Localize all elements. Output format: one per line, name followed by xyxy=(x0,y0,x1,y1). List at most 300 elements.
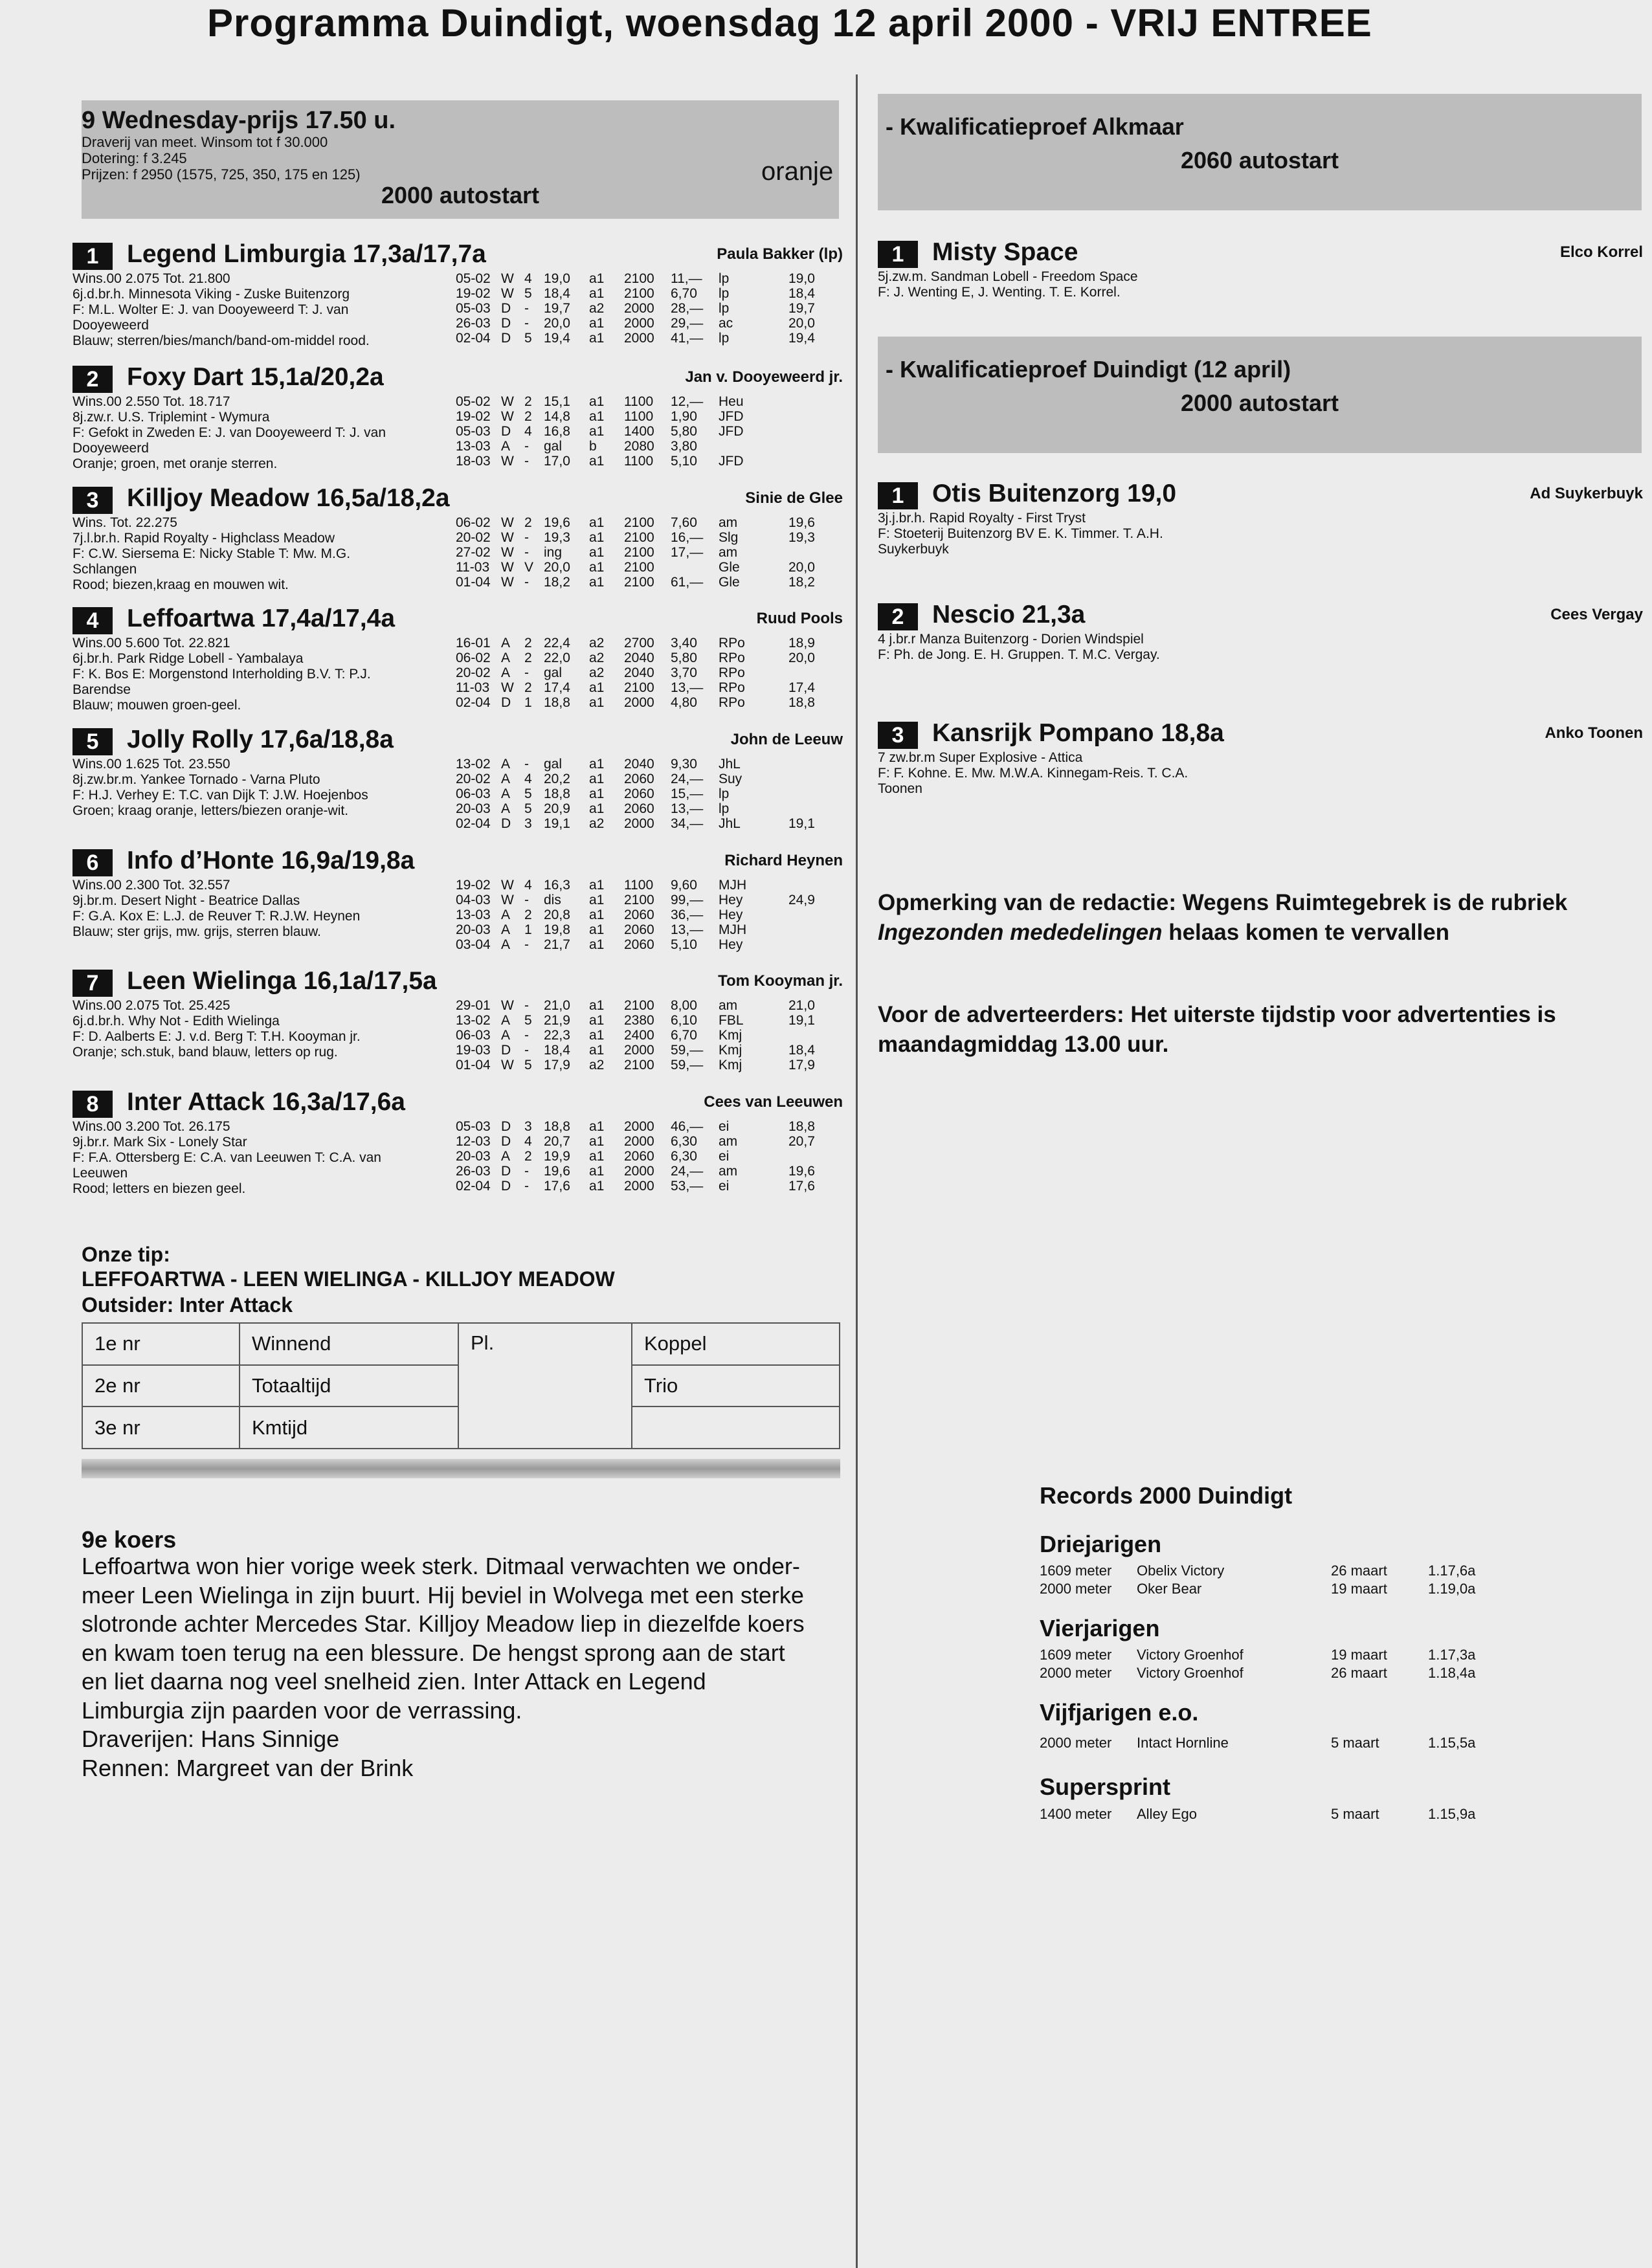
form-cell: 6,30 xyxy=(671,1134,697,1149)
form-cell: 14,8 xyxy=(544,409,570,424)
form-cell: 17,6 xyxy=(788,1179,815,1194)
form-cell: b xyxy=(589,439,597,454)
editorial-note-rest: helaas komen te vervallen xyxy=(1162,920,1450,945)
form-cell: 19,1 xyxy=(788,1013,815,1028)
horse-name: Leffoartwa 17,4a/17,4a xyxy=(127,605,396,632)
records-cell: 1.18,4a xyxy=(1428,1665,1476,1681)
horse-driver: Richard Heynen xyxy=(724,852,843,869)
form-cell: a1 xyxy=(589,695,605,710)
story-text xyxy=(82,1552,858,1783)
qual-horse-entry xyxy=(878,719,1643,812)
form-cell: W xyxy=(501,1058,514,1073)
horse-info xyxy=(73,998,435,1060)
horse-name: Inter Attack 16,3a/17,6a xyxy=(127,1088,405,1116)
records-cell: 1.17,3a xyxy=(1428,1647,1476,1663)
form-cell: 27-02 xyxy=(456,545,491,560)
result-cell-winnend: Winnend xyxy=(240,1323,458,1365)
form-cell: 5 xyxy=(524,786,532,801)
horse-number: 5 xyxy=(73,728,113,755)
form-cell: - xyxy=(524,530,529,545)
form-cell: A xyxy=(501,907,511,922)
form-cell: 11-03 xyxy=(456,680,490,695)
form-cell: a1 xyxy=(589,1013,605,1028)
form-cell: 1 xyxy=(524,922,532,937)
form-cell: 2 xyxy=(524,1149,532,1164)
form-cell: 2000 xyxy=(624,301,654,316)
form-cell: 1,90 xyxy=(671,409,697,424)
form-cell: 53,— xyxy=(671,1179,704,1194)
form-cell: a1 xyxy=(589,922,605,937)
form-cell: 18,9 xyxy=(788,636,815,650)
form-cell: 19,1 xyxy=(788,816,815,831)
form-cell: a1 xyxy=(589,394,605,409)
horse-info-line: Rood; biezen,kraag en mouwen wit. xyxy=(73,577,289,592)
horse-info-line: F: F. Kohne. E. Mw. M.W.A. Kinnegam-Reis. T. C.A. xyxy=(878,766,1189,781)
form-cell: lp xyxy=(719,331,730,346)
form-cell: a1 xyxy=(589,1028,605,1043)
tip-horses: LEFFOARTWA - LEEN WIELINGA - KILLJOY MEADOW xyxy=(82,1267,615,1291)
form-cell: 19,9 xyxy=(544,1149,570,1164)
form-cell: a2 xyxy=(589,301,605,316)
horse-info xyxy=(73,757,435,819)
form-cell: a1 xyxy=(589,998,605,1013)
form-cell: D xyxy=(501,1043,511,1058)
form-cell: 2000 xyxy=(624,331,654,346)
form-cell: 05-03 xyxy=(456,1119,491,1134)
form-cell: 2000 xyxy=(624,1179,654,1194)
horse-name: Info d’Honte 16,9a/19,8a xyxy=(127,847,415,874)
horse-info xyxy=(73,636,435,713)
form-cell: dis xyxy=(544,893,561,907)
form-cell: 2100 xyxy=(624,998,654,1013)
records-cell: 19 maart xyxy=(1331,1581,1387,1597)
form-cell: - xyxy=(524,301,529,316)
form-cell: a2 xyxy=(589,636,605,650)
horse-info-line: 3j.j.br.h. Rapid Royalty - First Tryst xyxy=(878,511,1086,526)
form-cell: 9,60 xyxy=(671,878,697,893)
form-cell: 05-02 xyxy=(456,394,491,409)
horse-driver: Sinie de Glee xyxy=(745,489,843,507)
form-cell: W xyxy=(501,545,514,560)
form-cell: 02-04 xyxy=(456,816,491,831)
records-group-heading: Vierjarigen xyxy=(1040,1615,1160,1641)
duindigt-header xyxy=(878,337,1642,453)
form-cell: 19,6 xyxy=(788,1164,815,1179)
form-cell: 5,10 xyxy=(671,454,697,469)
form-cell: 01-04 xyxy=(456,575,491,590)
form-cell: a2 xyxy=(589,665,605,680)
records-cell: 5 maart xyxy=(1331,1806,1379,1822)
form-cell: - xyxy=(524,316,529,331)
horse-info-line: F: D. Aalberts E: J. v.d. Berg T: T.H. Kooyman jr. xyxy=(73,1029,361,1044)
race-color: oranje xyxy=(761,157,834,186)
horse-driver: Paula Bakker (lp) xyxy=(717,245,843,263)
form-cell: 19,3 xyxy=(788,530,815,545)
form-cell: 5 xyxy=(524,331,532,346)
form-cell: RPo xyxy=(719,665,745,680)
horse-info xyxy=(878,632,1331,663)
form-cell: 19-02 xyxy=(456,286,491,301)
form-cell: 21,7 xyxy=(544,937,570,952)
form-cell: A xyxy=(501,937,511,952)
form-cell: 16,3 xyxy=(544,878,570,893)
qual-horse-entry xyxy=(878,603,1643,694)
form-cell: 9,30 xyxy=(671,757,697,772)
form-cell: 29,— xyxy=(671,316,704,331)
form-cell: lp xyxy=(719,301,730,316)
horse-number: 6 xyxy=(73,849,113,876)
editorial-note-line: Opmerking van de redactie: Wegens Ruimtegebrek is de rubriek xyxy=(878,890,1568,915)
form-cell: a1 xyxy=(589,271,605,286)
race-header xyxy=(82,100,839,219)
horse-info-line: 6j.d.br.h. Why Not - Edith Wielinga xyxy=(73,1014,280,1028)
form-cell: 2100 xyxy=(624,530,654,545)
horse-info-line: F: Gefokt in Zweden E: J. van Dooyeweerd T: J. van xyxy=(73,425,386,440)
form-cell: 2100 xyxy=(624,271,654,286)
horse-name: Jolly Rolly 17,6a/18,8a xyxy=(127,726,394,753)
form-cell: 2100 xyxy=(624,515,654,530)
form-cell: Kmj xyxy=(719,1058,742,1073)
horse-info xyxy=(878,269,1331,300)
records-cell: 1.19,0a xyxy=(1428,1581,1476,1597)
form-cell: 2 xyxy=(524,515,532,530)
form-cell: - xyxy=(524,545,529,560)
form-cell: 1100 xyxy=(624,454,654,469)
result-cell-1e: 1e nr xyxy=(82,1323,240,1365)
form-cell: 28,— xyxy=(671,301,704,316)
form-cell: a1 xyxy=(589,575,605,590)
form-cell: 2060 xyxy=(624,786,654,801)
form-cell: 18,8 xyxy=(544,695,570,710)
form-cell: W xyxy=(501,515,514,530)
horse-info-line: 4 j.br.r Manza Buitenzorg - Dorien Windspiel xyxy=(878,632,1144,647)
form-cell: W xyxy=(501,878,514,893)
form-cell: 16-01 xyxy=(456,636,491,650)
form-cell: a1 xyxy=(589,530,605,545)
form-cell: a1 xyxy=(589,454,605,469)
form-cell: Kmj xyxy=(719,1028,742,1043)
form-cell: 20,0 xyxy=(788,650,815,665)
form-cell: 03-04 xyxy=(456,937,491,952)
form-cell: 1100 xyxy=(624,409,654,424)
form-cell: 24,— xyxy=(671,772,704,786)
form-cell: A xyxy=(501,801,511,816)
records-cell: 1609 meter xyxy=(1040,1562,1112,1579)
horse-info-line: Dooyeweerd xyxy=(73,441,149,456)
horse-info-line: Wins.00 1.625 Tot. 23.550 xyxy=(73,757,230,772)
form-cell: Hey xyxy=(719,907,743,922)
form-cell: 19,1 xyxy=(544,816,570,831)
form-cell: D xyxy=(501,1119,511,1134)
form-cell: 18,2 xyxy=(544,575,570,590)
form-cell: 6,70 xyxy=(671,1028,697,1043)
records-cell: 1400 meter xyxy=(1040,1806,1112,1822)
story-heading: 9e koers xyxy=(82,1526,177,1553)
records-cell: 2000 meter xyxy=(1040,1581,1112,1597)
form-cell: V xyxy=(524,560,534,575)
form-cell: 17,9 xyxy=(544,1058,570,1073)
alkmaar-distance: 2060 autostart xyxy=(1180,147,1339,173)
form-cell: a1 xyxy=(589,424,605,439)
form-cell: W xyxy=(501,409,514,424)
form-cell: 06-02 xyxy=(456,515,491,530)
form-cell: 4 xyxy=(524,1134,532,1149)
horse-number: 1 xyxy=(878,482,918,509)
form-cell: - xyxy=(524,439,529,454)
form-cell: 1400 xyxy=(624,424,654,439)
form-cell: 20,0 xyxy=(544,316,570,331)
form-cell: 2 xyxy=(524,650,532,665)
form-cell: D xyxy=(501,1134,511,1149)
horse-name: Leen Wielinga 16,1a/17,5a xyxy=(127,967,437,995)
horse-driver: Cees Vergay xyxy=(1550,606,1643,623)
form-cell: 8,00 xyxy=(671,998,697,1013)
form-cell: 20-03 xyxy=(456,801,491,816)
tip-label: Onze tip: xyxy=(82,1243,170,1266)
form-cell: JFD xyxy=(719,454,744,469)
form-cell: 19,8 xyxy=(544,922,570,937)
qual-horse-entry xyxy=(878,238,1643,331)
form-cell: 99,— xyxy=(671,893,704,907)
records-cell: Victory Groenhof xyxy=(1137,1665,1244,1681)
column-divider xyxy=(856,74,858,2268)
horse-driver: Elco Korrel xyxy=(1559,243,1643,261)
form-cell: 2000 xyxy=(624,1043,654,1058)
form-cell: 4 xyxy=(524,772,532,786)
form-cell: 2100 xyxy=(624,893,654,907)
form-cell: lp xyxy=(719,786,730,801)
form-cell: a1 xyxy=(589,286,605,301)
form-cell: 19,3 xyxy=(544,530,570,545)
form-cell: 20,0 xyxy=(788,560,815,575)
form-cell: W xyxy=(501,998,514,1013)
form-cell: 16,— xyxy=(671,530,704,545)
form-cell: gal xyxy=(544,665,563,680)
form-cell: 19,0 xyxy=(544,271,570,286)
form-cell: RPo xyxy=(719,650,745,665)
horse-info-line: Wins.00 5.600 Tot. 22.821 xyxy=(73,636,230,650)
horse-info-line: Schlangen xyxy=(73,562,137,577)
form-cell: Suy xyxy=(719,772,742,786)
horse-info-line: Leeuwen xyxy=(73,1166,128,1181)
records-cell: Intact Hornline xyxy=(1137,1735,1229,1751)
horse-info xyxy=(73,1119,435,1197)
form-cell: ei xyxy=(719,1179,730,1194)
editorial-note xyxy=(878,888,1567,948)
form-cell: 01-04 xyxy=(456,1058,491,1073)
form-cell: 36,— xyxy=(671,907,704,922)
form-cell: a1 xyxy=(589,1164,605,1179)
horse-info-line: Barendse xyxy=(73,682,131,697)
horse-name: Legend Limburgia 17,3a/17,7a xyxy=(127,240,486,268)
horse-name: Killjoy Meadow 16,5a/18,2a xyxy=(127,484,450,512)
horse-info-line: Wins.00 2.075 Tot. 25.425 xyxy=(73,998,230,1013)
form-cell: 15,— xyxy=(671,786,704,801)
duindigt-distance: 2000 autostart xyxy=(1180,390,1339,416)
form-cell: 3 xyxy=(524,816,532,831)
horse-info-line: 6j.br.h. Park Ridge Lobell - Yambalaya xyxy=(73,651,304,666)
form-cell: a1 xyxy=(589,515,605,530)
form-cell: W xyxy=(501,560,514,575)
horse-number: 3 xyxy=(73,487,113,514)
form-cell: 02-04 xyxy=(456,1179,491,1194)
horse-info-line: 5j.zw.m. Sandman Lobell - Freedom Space xyxy=(878,269,1138,284)
form-cell: lp xyxy=(719,286,730,301)
form-cell: 19,6 xyxy=(544,515,570,530)
horse-info-line: F: H.J. Verhey E: T.C. van Dijk T: J.W. Hoejenbos xyxy=(73,788,368,803)
form-cell: 2040 xyxy=(624,757,654,772)
form-cell: 1100 xyxy=(624,878,654,893)
form-cell: 19,6 xyxy=(788,515,815,530)
form-cell: 04-03 xyxy=(456,893,491,907)
form-cell: a1 xyxy=(589,1119,605,1134)
horse-driver: Tom Kooyman jr. xyxy=(718,972,843,990)
form-cell: 05-03 xyxy=(456,301,491,316)
horse-info-line: 7j.l.br.h. Rapid Royalty - Highclass Meadow xyxy=(73,531,335,546)
form-cell: 6,10 xyxy=(671,1013,697,1028)
horse-name: Nescio 21,3a xyxy=(932,601,1086,628)
form-cell: 2060 xyxy=(624,1149,654,1164)
horse-number: 8 xyxy=(73,1091,113,1118)
form-cell: 13,— xyxy=(671,801,704,816)
horse-number: 1 xyxy=(878,241,918,268)
form-cell: 5 xyxy=(524,1013,532,1028)
horse-name: Kansrijk Pompano 18,8a xyxy=(932,719,1224,747)
form-cell: 16,8 xyxy=(544,424,570,439)
horse-entry xyxy=(73,849,843,966)
form-cell: W xyxy=(501,271,514,286)
form-cell: 02-04 xyxy=(456,695,491,710)
form-cell: ac xyxy=(719,316,733,331)
horse-driver: Cees van Leeuwen xyxy=(704,1093,843,1111)
form-cell: 5 xyxy=(524,286,532,301)
form-cell: 3,40 xyxy=(671,636,697,650)
form-cell: 2060 xyxy=(624,937,654,952)
form-cell: 5,10 xyxy=(671,937,697,952)
horse-info xyxy=(73,394,435,472)
form-cell: a2 xyxy=(589,1058,605,1073)
race-distance: 2000 autostart xyxy=(381,182,540,208)
form-cell: 2000 xyxy=(624,695,654,710)
form-cell: 3,80 xyxy=(671,439,697,454)
form-cell: 46,— xyxy=(671,1119,704,1134)
result-cell-3e: 3e nr xyxy=(82,1406,240,1449)
form-cell: 21,9 xyxy=(544,1013,570,1028)
form-cell: 2060 xyxy=(624,801,654,816)
form-cell: 17,9 xyxy=(788,1058,815,1073)
form-cell: 2100 xyxy=(624,560,654,575)
form-cell: FBL xyxy=(719,1013,744,1028)
form-cell: MJH xyxy=(719,922,747,937)
form-cell: am xyxy=(719,998,738,1013)
form-cell: JhL xyxy=(719,816,741,831)
form-cell: 2380 xyxy=(624,1013,654,1028)
records-cell: 2000 meter xyxy=(1040,1735,1112,1751)
form-cell: 2040 xyxy=(624,665,654,680)
horse-name: Misty Space xyxy=(932,238,1078,266)
form-cell: 02-04 xyxy=(456,331,491,346)
editorial-note-line xyxy=(878,918,1567,948)
form-cell: A xyxy=(501,439,511,454)
form-cell: D xyxy=(501,331,511,346)
form-cell: 1 xyxy=(524,695,532,710)
form-cell: 20,2 xyxy=(544,772,570,786)
form-cell: 05-02 xyxy=(456,271,491,286)
alkmaar-title: - Kwalificatieproef Alkmaar xyxy=(886,113,1184,140)
records-cell: 26 maart xyxy=(1331,1665,1387,1681)
form-cell: 2080 xyxy=(624,439,654,454)
form-cell: W xyxy=(501,893,514,907)
horse-number: 7 xyxy=(73,970,113,997)
form-cell: 20-02 xyxy=(456,665,491,680)
records-group-heading: Vijfjarigen e.o. xyxy=(1040,1699,1199,1726)
horse-info-line: F: F.A. Ottersberg E: C.A. van Leeuwen T: C.A. van xyxy=(73,1150,381,1165)
form-cell: 26-03 xyxy=(456,1164,491,1179)
story-line: meer Leen Wielinga in zijn buurt. Hij beviel in Wolvega met een sterke xyxy=(82,1581,804,1608)
records-row xyxy=(1040,1647,1557,1665)
form-cell: D xyxy=(501,1179,511,1194)
form-cell: 17,— xyxy=(671,545,704,560)
form-cell: 2 xyxy=(524,680,532,695)
result-cell-kmtijd: Kmtijd xyxy=(240,1406,458,1449)
form-cell: 5 xyxy=(524,1058,532,1073)
form-cell: 4 xyxy=(524,271,532,286)
form-cell: a2 xyxy=(589,650,605,665)
form-cell: a1 xyxy=(589,1043,605,1058)
form-cell: 19,7 xyxy=(788,301,815,316)
horse-info-line: F: K. Bos E: Morgenstond Interholding B.V. T: P.J. xyxy=(73,667,371,682)
form-cell: 11,— xyxy=(671,271,702,286)
form-cell: 2060 xyxy=(624,922,654,937)
form-cell: 20-03 xyxy=(456,922,491,937)
form-cell: 21,0 xyxy=(544,998,570,1013)
horse-info-line: 8j.zw.r. U.S. Triplemint - Wymura xyxy=(73,410,270,425)
result-cell-totaaltijd: Totaaltijd xyxy=(240,1365,458,1407)
form-cell: - xyxy=(524,665,529,680)
form-cell: - xyxy=(524,454,529,469)
form-cell: Heu xyxy=(719,394,744,409)
form-cell: 05-03 xyxy=(456,424,491,439)
horse-info xyxy=(878,511,1331,557)
form-cell: 24,9 xyxy=(788,893,815,907)
form-cell: 12,— xyxy=(671,394,704,409)
form-cell: a1 xyxy=(589,316,605,331)
form-cell: 19,6 xyxy=(544,1164,570,1179)
form-cell: RPo xyxy=(719,636,745,650)
form-cell: D xyxy=(501,301,511,316)
form-cell: A xyxy=(501,1013,511,1028)
horse-info-line: Wins.00 3.200 Tot. 26.175 xyxy=(73,1119,230,1134)
horse-entry xyxy=(73,728,843,845)
form-cell: - xyxy=(524,893,529,907)
form-cell: 20,7 xyxy=(788,1134,815,1149)
form-cell: a1 xyxy=(589,680,605,695)
form-cell: 59,— xyxy=(671,1058,704,1073)
form-cell: - xyxy=(524,757,529,772)
horse-info-line: Blauw; ster grijs, mw. grijs, sterren blauw. xyxy=(73,924,321,939)
form-cell: 18,8 xyxy=(788,1119,815,1134)
advertiser-note xyxy=(878,1000,1556,1060)
horse-info-line: Wins.00 2.075 Tot. 21.800 xyxy=(73,271,230,286)
form-cell: ei xyxy=(719,1119,730,1134)
form-cell: 5 xyxy=(524,801,532,816)
form-cell: a1 xyxy=(589,1179,605,1194)
form-cell: W xyxy=(501,530,514,545)
form-cell: Kmj xyxy=(719,1043,742,1058)
horse-info-line: Groen; kraag oranje, letters/biezen oranje-wit. xyxy=(73,803,349,818)
form-cell: 13,— xyxy=(671,922,704,937)
form-cell: W xyxy=(501,454,514,469)
